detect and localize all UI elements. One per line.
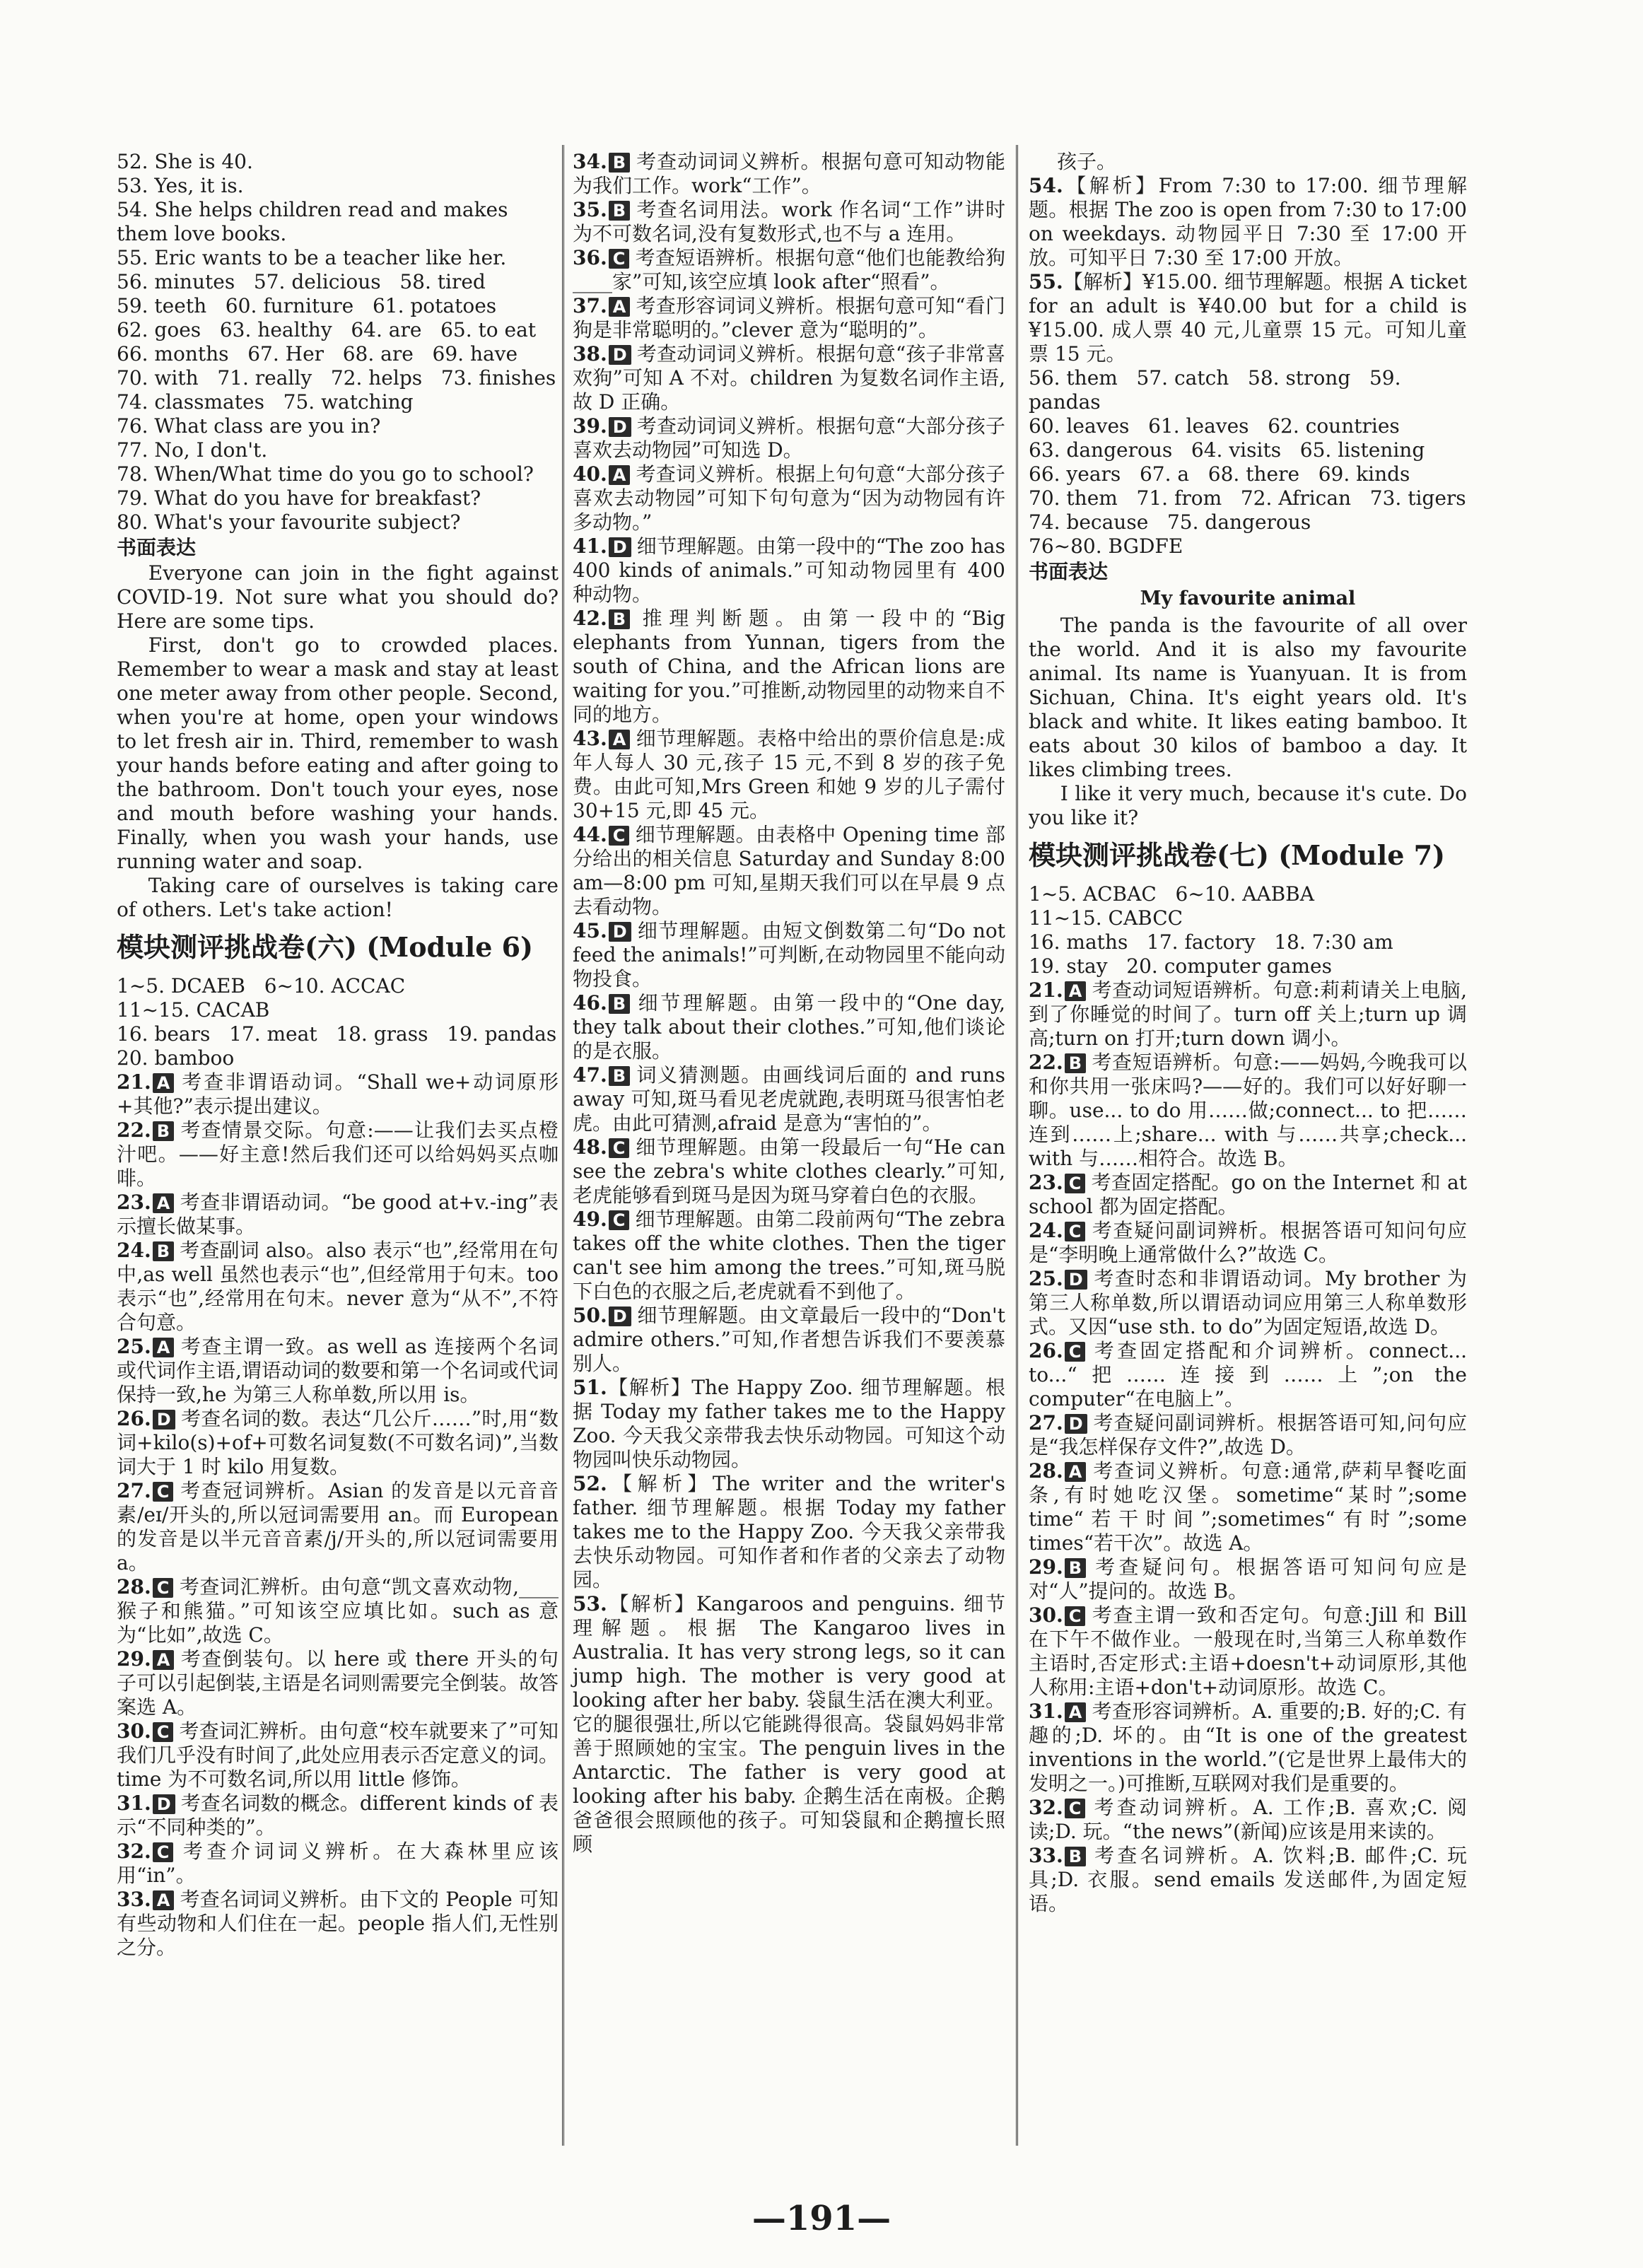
- answer-badge: B: [1065, 1558, 1086, 1578]
- answer-line: 63. dangerous 64. visits 65. listening: [1029, 438, 1425, 462]
- question-explanation: [573, 1304, 1005, 1376]
- essay-paragraph: Everyone can join in the fight against COVID-19. Not sure what you should do? Here are some tips.: [117, 561, 559, 633]
- answer-line: 55. Eric wants to be a teacher like her.: [117, 246, 507, 269]
- question-explanation: [1029, 1844, 1467, 1916]
- column-2: [573, 150, 1005, 1857]
- sample-essay: [117, 561, 559, 922]
- answer-badge: D: [153, 1410, 175, 1430]
- question-number: 42.: [573, 607, 607, 630]
- question-explanation: [573, 991, 1005, 1063]
- explanation-text: 考查疑问副词辨析。根据答语可知,问句应是“我怎样保存文件?”,故选 D。: [1029, 1411, 1467, 1459]
- answer-list: [1029, 366, 1467, 559]
- answer-line: 76~80. BGDFE: [1029, 534, 1183, 558]
- answer-line: 11~15. CACAB: [117, 998, 270, 1022]
- question-number: 49.: [573, 1208, 607, 1231]
- question-explanation: [573, 823, 1005, 919]
- explanation-text: 考查冠词辨析。Asian 的发音是以元音音素/eɪ/开头的,所以冠词需要用 an。而 European 的发音是以半元音音素/j/开头的,所以冠词需要用 a。: [117, 1479, 559, 1574]
- answer-badge: B: [609, 609, 630, 629]
- answer-badge: D: [1065, 1414, 1087, 1434]
- answer-line: 56. minutes 57. delicious 58. tired: [117, 270, 486, 293]
- answer-line: 19. stay 20. computer games: [1029, 954, 1332, 978]
- question-explanation: [117, 1335, 559, 1407]
- question-explanation: [1029, 1267, 1467, 1339]
- answer-line: 62. goes 63. healthy 64. are 65. to eat: [117, 318, 537, 341]
- explanation-text: 考查动词词义辨析。根据句意“大部分孩子喜欢去动物园”可知选 D。: [573, 414, 1005, 462]
- question-number: 52.: [573, 1472, 607, 1495]
- answer-badge: D: [153, 1794, 175, 1814]
- answer-badge: A: [153, 1338, 175, 1357]
- question-number: 30.: [117, 1719, 151, 1743]
- question-explanation: [117, 1407, 559, 1479]
- explanation-text: 考查动词词义辨析。根据句意可知动物能为我们工作。work“工作”。: [573, 150, 1005, 197]
- question-explanation: [573, 1376, 1005, 1472]
- answer-line: 77. No, I don't.: [117, 438, 268, 462]
- answer-list: [1029, 882, 1467, 978]
- explanation-text: 考查非谓语动词。“be good at+v.-ing”表示擅长做某事。: [117, 1191, 559, 1238]
- question-number: 24.: [1029, 1219, 1063, 1242]
- answer-line: 11~15. CABCC: [1029, 906, 1183, 930]
- column-divider: [562, 145, 564, 2146]
- answer-badge: B: [609, 1066, 630, 1086]
- explanation-text: 考查动词辨析。A. 工作;B. 喜欢;C. 阅读;D. 玩。“the news”(新闻)应该是用来读的。: [1029, 1796, 1467, 1843]
- column-1: [117, 150, 559, 1960]
- answer-badge: A: [609, 297, 631, 317]
- explanation-text: 考查词义辨析。根据上句句意“大部分孩子喜欢去动物园”可知下句句意为“因为动物园有许多动物。”: [573, 462, 1005, 534]
- explanation-text: 考查固定搭配和介词辨析。connect... to...“把……连接到……上”;on the computer“在电脑上”。: [1029, 1339, 1467, 1410]
- question-explanation: [1029, 1700, 1467, 1796]
- essay-paragraph: I like it very much, because it's cute. Do you like it?: [1029, 782, 1467, 829]
- question-explanation: [573, 1592, 1005, 1857]
- answer-line: 53. Yes, it is.: [117, 174, 244, 197]
- answer-badge: C: [609, 249, 630, 269]
- question-number: 47.: [573, 1063, 607, 1087]
- question-explanation: [573, 342, 1005, 414]
- answer-badge: A: [1065, 981, 1087, 1001]
- question-explanation: [1029, 978, 1467, 1051]
- question-number: 51.: [573, 1376, 607, 1399]
- question-number: 26.: [117, 1407, 151, 1430]
- question-number: 53.: [573, 1592, 607, 1615]
- essay-paragraph: The panda is the favourite of all over the world. And it is also my favourite animal. Its name is Yuanyuan. It is from Sichuan, China. It's eight years old. It's black and white. It likes eating bamboo. It eats about 30 kilos of bamboo a day. It likes climbing trees.: [1029, 614, 1467, 781]
- answer-badge: B: [609, 994, 630, 1014]
- explanation-list: [1029, 978, 1467, 1916]
- question-number: 46.: [573, 991, 607, 1015]
- answer-badge: C: [153, 1842, 174, 1862]
- explanation-text: 考查主谓一致。as well as 连接两个名词或代词作主语,谓语动词的数要和第一个名词或代词保持一致,he 为第三人称单数,所以用 is。: [117, 1335, 559, 1406]
- question-number: 25.: [1029, 1267, 1063, 1290]
- question-number: 24.: [117, 1239, 151, 1262]
- answer-line: 78. When/What time do you go to school?: [117, 462, 534, 486]
- answer-line: 20. bamboo: [117, 1046, 235, 1070]
- question-number: 40.: [573, 462, 607, 486]
- answer-badge: A: [153, 1073, 175, 1093]
- question-number: 27.: [1029, 1411, 1063, 1434]
- answer-badge: A: [609, 730, 631, 749]
- module-7-title: 模块测评挑战卷(七) (Module 7): [1029, 839, 1446, 871]
- explanation-text: 考查形容词词义辨析。根据句意可知“看门狗是非常聪明的。”clever 意为“聪明的”。: [573, 294, 1005, 341]
- question-explanation: [573, 727, 1005, 823]
- answer-line: 52. She is 40.: [117, 150, 253, 173]
- explanation-text: 考查时态和非谓语动词。My brother 为第三人称单数,所以谓语动词应用第三人称单数形式。又因“use sth. to do”为固定短语,故选 D。: [1029, 1267, 1467, 1338]
- explanation-text: 词义猜测题。由画线词后面的 and runs away 可知,斑马看见老虎就跑,表明斑马很害怕老虎。由此可猜测,afraid 是意为“害怕的”。: [573, 1063, 1005, 1135]
- answer-badge: C: [609, 1138, 630, 1158]
- explanation-text: 推理判断题。由第一段中的“Big elephants from Yunnan, tigers from the south of China, and the African lions are waiting for you.”可推断,动物园里的动物来自不同的地方。: [573, 607, 1005, 726]
- explanation-text: 考查名词辨析。A. 饮料;B. 邮件;C. 玩具;D. 衣服。send emails 发送邮件,为固定短语。: [1029, 1844, 1467, 1915]
- question-explanation: [573, 1472, 1005, 1592]
- answer-line: 59. teeth 60. furniture 61. potatoes: [117, 294, 497, 317]
- explanation-text: 考查主谓一致和否定句。句意:Jill 和 Bill 在下午不做作业。一般现在时,当第三人称单数作主语时,否定形式:主语+doesn't+动词原形,其他人称用:主语+don't+动词原形。故选 C。: [1029, 1603, 1467, 1699]
- answer-line: 80. What's your favourite subject?: [117, 510, 461, 534]
- page-number: —191—: [752, 2199, 891, 2238]
- answer-line: 66. years 67. a 68. there 69. kinds: [1029, 462, 1410, 486]
- question-explanation: [573, 246, 1005, 294]
- question-number: 23.: [117, 1191, 151, 1214]
- answer-badge: D: [1065, 1270, 1087, 1290]
- question-number: 28.: [117, 1575, 151, 1598]
- explanation-text: 【解析】Kangaroos and penguins. 细节理解题。根据 The Kangaroo lives in Australia. It has very strong legs, so it can jump high. The mother is very good at looking after her baby. 袋鼠生活在澳大利亚。它的腿很强壮,所以它能跳得很高。袋鼠妈妈非常善于照顾她的宝宝。The penguin lives in the Antarctic. The father is very good at looking after his baby. 企鹅生活在南极。企鹅爸爸很会照顾他的孩子。可知袋鼠和企鹅擅长照顾: [573, 1592, 1005, 1856]
- question-explanation: [117, 1888, 559, 1960]
- question-number: 37.: [573, 294, 607, 317]
- question-explanation: [573, 150, 1005, 198]
- question-explanation: [117, 1719, 559, 1791]
- question-number: 29.: [117, 1647, 151, 1671]
- explanation-text: 考查形容词辨析。A. 重要的;B. 好的;C. 有趣的;D. 坏的。由“It is one of the greatest inventions in the world.”(它是世界上最伟大的发明之一。)可推断,互联网对我们是重要的。: [1029, 1700, 1467, 1795]
- answer-line: 16. bears 17. meat 18. grass 19. pandas: [117, 1022, 557, 1046]
- explanation-text: 考查名词用法。work 作名词“工作”讲时为不可数名词,没有复数形式,也不与 a 连用。: [573, 198, 1005, 245]
- explanation-text: 细节理解题。表格中给出的票价信息是:成年人每人 30 元,孩子 15 元,不到 8 岁的孩子免费。由此可知,Mrs Green 和她 9 岁的儿子需付 30+15 元,即 45 元。: [573, 727, 1005, 822]
- question-explanation: [1029, 1411, 1467, 1459]
- answer-badge: B: [1065, 1847, 1086, 1866]
- continued-text: 孩子。: [1057, 150, 1117, 173]
- answer-badge: B: [153, 1121, 174, 1141]
- explanation-list: [117, 1070, 559, 1960]
- answer-badge: A: [1065, 1702, 1087, 1722]
- answer-badge: D: [609, 345, 631, 365]
- question-number: 25.: [117, 1335, 151, 1358]
- explanation-text: 考查短语辨析。根据句意“他们也能教给狗____家”可知,该空应填 look after“照看”。: [573, 246, 1005, 293]
- explanation-text: 【解析】¥15.00. 细节理解题。根据 A ticket for an adult is ¥40.00 but for a child is ¥15.00. 成人票 40 元,儿童票 15 元。可知儿童票 15 元。: [1029, 270, 1467, 366]
- explanation-text: 考查词汇辨析。由句意“凯文喜欢动物,____猴子和熊猫。”可知该空应填比如。such as 意为“比如”,故选 C。: [117, 1575, 559, 1647]
- explanation-text: 【解析】The writer and the writer's father. 细节理解题。根据 Today my father takes me to the Happy Zoo. 今天我父亲带我去快乐动物园。可知作者和作者的父亲去了动物园。: [573, 1472, 1005, 1591]
- explanation-text: 【解析】From 7:30 to 17:00. 细节理解题。根据 The zoo is open from 7:30 to 17:00 on weekdays. 动物园平日 7:30 至 17:00 开放。可知平日 7:30 至 17:00 开放。: [1029, 174, 1467, 269]
- answer-line: 1~5. ACBAC 6~10. AABBA: [1029, 882, 1314, 906]
- answer-line: 70. with 71. really 72. helps 73. finishes: [117, 366, 556, 390]
- answer-line: 56. them 57. catch 58. strong 59. pandas: [1029, 366, 1408, 414]
- column-3: [1029, 150, 1467, 1916]
- question-explanation: [573, 462, 1005, 534]
- question-explanation: [1029, 1339, 1467, 1411]
- column-divider: [1016, 145, 1018, 2146]
- question-explanation: [573, 414, 1005, 462]
- question-number: 43.: [573, 727, 607, 750]
- explanation-text: 细节理解题。由文章最后一段中的“Don't admire others.”可知,作者想告诉我们不要羡慕别人。: [573, 1304, 1005, 1375]
- answer-badge: A: [153, 1650, 175, 1670]
- explanation-text: 细节理解题。由表格中 Opening time 部分给出的相关信息 Saturday and Sunday 8:00 am—8:00 pm 可知,星期天我们可以在早晨 9 点去看动物。: [573, 823, 1005, 918]
- answer-badge: D: [609, 417, 631, 437]
- question-number: 21.: [1029, 978, 1063, 1002]
- question-number: 28.: [1029, 1459, 1063, 1483]
- question-number: 55.: [1029, 270, 1063, 293]
- answer-badge: C: [153, 1722, 174, 1742]
- question-number: 31.: [1029, 1700, 1063, 1723]
- question-number: 45.: [573, 919, 607, 942]
- question-explanation: [117, 1191, 559, 1239]
- answer-line: 76. What class are you in?: [117, 414, 381, 438]
- question-number: 29.: [1029, 1555, 1063, 1579]
- answer-badge: C: [609, 826, 630, 846]
- question-number: 50.: [573, 1304, 607, 1327]
- question-explanation: [573, 198, 1005, 246]
- question-number: 22.: [117, 1118, 151, 1142]
- question-explanation: [573, 1063, 1005, 1135]
- answer-badge: C: [1065, 1799, 1086, 1818]
- answer-line: 66. months 67. Her 68. are 69. have: [117, 342, 518, 366]
- writing-section-label: 书面表达: [1029, 560, 1109, 583]
- answer-badge: C: [1065, 1606, 1086, 1626]
- explanation-text: 细节理解题。由第一段中的“The zoo has 400 kinds of animals.”可知动物园里有 400 种动物。: [573, 534, 1005, 606]
- explanation-text: 细节理解题。由短文倒数第二句“Do not feed the animals!”可判断,在动物园里不能向动物投食。: [573, 919, 1005, 990]
- question-explanation: [117, 1575, 559, 1647]
- explanation-text: 考查名词数的概念。different kinds of 表示“不同种类的”。: [117, 1791, 559, 1839]
- question-explanation: [1029, 174, 1467, 270]
- explanation-text: 考查疑问副词辨析。根据答语可知问句应是“李明晚上通常做什么?”故选 C。: [1029, 1219, 1467, 1266]
- question-explanation: [117, 1647, 559, 1719]
- essay-paragraph: First, don't go to crowded places. Remember to wear a mask and stay at least one meter away from other people. Second, when you're at home, open your windows to let fresh air in. Third, remember to wash your hands before eating and after going to the bathroom. Don't touch your eyes, nose and mouth before washing your hands. Finally, when you wash your hands, use running water and soap.: [117, 633, 559, 873]
- question-explanation: [573, 1135, 1005, 1208]
- answer-badge: A: [153, 1193, 175, 1213]
- answer-line: 70. them 71. from 72. African 73. tigers: [1029, 486, 1466, 510]
- explanation-text: 考查固定搭配。go on the Internet 和 at school 都为固定搭配。: [1029, 1171, 1467, 1218]
- question-explanation: [573, 919, 1005, 991]
- question-explanation: [573, 1208, 1005, 1304]
- question-explanation: [1029, 1555, 1467, 1603]
- question-explanation: [573, 607, 1005, 727]
- explanation-text: 细节理解题。由第二段前两句“The zebra takes off the white clothes. Then the tiger can't see him among the trees.”可知,斑马脱下白色的衣服之后,老虎就看不到他了。: [573, 1208, 1005, 1303]
- explanation-text: 考查副词 also。also 表示“也”,经常用在句中,as well 虽然也表示“也”,但经常用于句末。too 表示“也”,经常用在句末。never 意为“从不”,不符合句意。: [117, 1239, 559, 1334]
- explanation-text: 考查介词词义辨析。在大森林里应该用“in”。: [117, 1840, 559, 1887]
- question-explanation: [573, 294, 1005, 342]
- answer-badge: B: [609, 201, 630, 221]
- question-explanation: [1029, 1051, 1467, 1171]
- question-number: 32.: [117, 1840, 151, 1863]
- explanation-text: 考查动词短语辨析。句意:莉莉请关上电脑,到了你睡觉的时间了。turn off 关上;turn up 调高;turn on 打开;turn down 调小。: [1029, 978, 1467, 1050]
- answer-line: 16. maths 17. factory 18. 7:30 am: [1029, 930, 1393, 954]
- question-explanation: [117, 1840, 559, 1888]
- question-explanation: [1029, 1171, 1467, 1219]
- question-explanation: [1029, 1459, 1467, 1555]
- answer-badge: C: [1065, 1342, 1086, 1362]
- explanation-text: 考查倒装句。以 here 或 there 开头的句子可以引起倒装,主语是名词则需要完全倒装。故答案选 A。: [117, 1647, 559, 1719]
- answer-line: 74. classmates 75. watching: [117, 390, 414, 414]
- explanation-text: 考查名词的数。表达“几公斤……”时,用“数词+kilo(s)+of+可数名词复数(不可数名词)”,当数词大于 1 时 kilo 用复数。: [117, 1407, 559, 1478]
- explanation-text: 考查非谓语动词。“Shall we+动词原形+其他?”表示提出建议。: [117, 1070, 559, 1118]
- answer-line: 74. because 75. dangerous: [1029, 510, 1311, 534]
- question-explanation: [1029, 270, 1467, 366]
- explanation-text: 考查词汇辨析。由句意“校车就要来了”可知我们几乎没有时间了,此处应用表示否定意义的词。time 为不可数名词,所以用 little 修饰。: [117, 1719, 559, 1791]
- explanation-list: [1029, 174, 1467, 366]
- question-explanation: [117, 1479, 559, 1575]
- question-number: 33.: [117, 1888, 151, 1911]
- question-explanation: [117, 1070, 559, 1118]
- explanation-text: 细节理解题。由第一段最后一句“He can see the zebra's white clothes clearly.”可知,老虎能够看到斑马是因为斑马穿着白色的衣服。: [573, 1135, 1005, 1207]
- explanation-text: 考查疑问句。根据答语可知问句应是对“人”提问的。故选 B。: [1029, 1555, 1467, 1603]
- answer-badge: C: [609, 1210, 630, 1230]
- explanation-list: [573, 150, 1005, 1857]
- explanation-text: 细节理解题。由第一段中的“One day, they talk about their clothes.”可知,他们谈论的是衣服。: [573, 991, 1005, 1063]
- answer-list: [117, 150, 559, 534]
- sample-essay: [1029, 614, 1467, 830]
- question-explanation: [1029, 1219, 1467, 1267]
- answer-line: 54. She helps children read and makes them love books.: [117, 198, 515, 245]
- question-number: 34.: [573, 150, 607, 173]
- explanation-text: 【解析】The Happy Zoo. 细节理解题。根据 Today my father takes me to the Happy Zoo. 今天我父亲带我去快乐动物园。可知这个动物园叫快乐动物园。: [573, 1376, 1005, 1471]
- question-explanation: [117, 1118, 559, 1191]
- question-number: 26.: [1029, 1339, 1063, 1362]
- answer-badge: C: [1065, 1222, 1086, 1241]
- question-number: 44.: [573, 823, 607, 846]
- answer-badge: B: [609, 153, 630, 173]
- essay-title: My favourite animal: [1140, 588, 1356, 609]
- answer-line: 1~5. DCAEB 6~10. ACCAC: [117, 974, 406, 998]
- question-explanation: [1029, 1796, 1467, 1844]
- question-number: 21.: [117, 1070, 151, 1094]
- answer-badge: D: [609, 537, 631, 557]
- answer-badge: A: [153, 1890, 175, 1910]
- question-explanation: [1029, 1603, 1467, 1700]
- module-6-title: 模块测评挑战卷(六) (Module 6): [117, 931, 534, 963]
- question-number: 39.: [573, 414, 607, 438]
- question-number: 38.: [573, 342, 607, 366]
- explanation-text: 考查动词词义辨析。根据句意“孩子非常喜欢狗”可知 A 不对。children 为复数名词作主语,故 D 正确。: [573, 342, 1005, 414]
- question-number: 27.: [117, 1479, 151, 1502]
- answer-badge: B: [153, 1241, 174, 1261]
- question-explanation: [117, 1239, 559, 1335]
- answer-badge: B: [1065, 1053, 1086, 1073]
- answer-badge: D: [609, 922, 631, 942]
- question-number: 54.: [1029, 174, 1063, 197]
- question-number: 31.: [117, 1791, 151, 1815]
- writing-section-label: 书面表达: [117, 536, 197, 559]
- question-number: 41.: [573, 534, 607, 558]
- question-number: 48.: [573, 1135, 607, 1159]
- question-explanation: [117, 1791, 559, 1840]
- answer-badge: A: [609, 465, 631, 485]
- question-number: 36.: [573, 246, 607, 269]
- answer-badge: C: [1065, 1174, 1086, 1193]
- essay-paragraph: Taking care of ourselves is taking care of others. Let's take action!: [117, 874, 559, 921]
- answer-badge: A: [1065, 1462, 1087, 1482]
- answer-line: 79. What do you have for breakfast?: [117, 486, 481, 510]
- explanation-text: 考查名词词义辨析。由下文的 People 可知有些动物和人们住在一起。people 指人们,无性别之分。: [117, 1888, 559, 1959]
- answer-badge: C: [153, 1482, 174, 1502]
- question-number: 23.: [1029, 1171, 1063, 1194]
- question-explanation: [573, 534, 1005, 607]
- question-number: 35.: [573, 198, 607, 221]
- question-number: 30.: [1029, 1603, 1063, 1627]
- question-number: 22.: [1029, 1051, 1063, 1074]
- answer-list: [117, 974, 559, 1070]
- question-number: 32.: [1029, 1796, 1063, 1819]
- question-number: 33.: [1029, 1844, 1063, 1867]
- explanation-text: 考查短语辨析。句意:——妈妈,今晚我可以和你共用一张床吗?——好的。我们可以好好聊一聊。use... to do 用……做;connect... to 把……连到……上;share... with 与……共享;check... with 与……相符合。故选 B。: [1029, 1051, 1467, 1170]
- explanation-text: 考查情景交际。句意:——让我们去买点橙汁吧。——好主意!然后我们还可以给妈妈买点咖啡。: [117, 1118, 559, 1190]
- answer-badge: C: [153, 1578, 174, 1598]
- explanation-text: 考查词义辨析。句意:通常,萨莉早餐吃面条,有时她吃汉堡。sometime“某时”;some time“若干时间”;sometimes“有时”;some times“若干次”。故选 A。: [1029, 1459, 1467, 1555]
- answer-badge: D: [609, 1307, 631, 1326]
- answer-line: 60. leaves 61. leaves 62. countries: [1029, 414, 1400, 438]
